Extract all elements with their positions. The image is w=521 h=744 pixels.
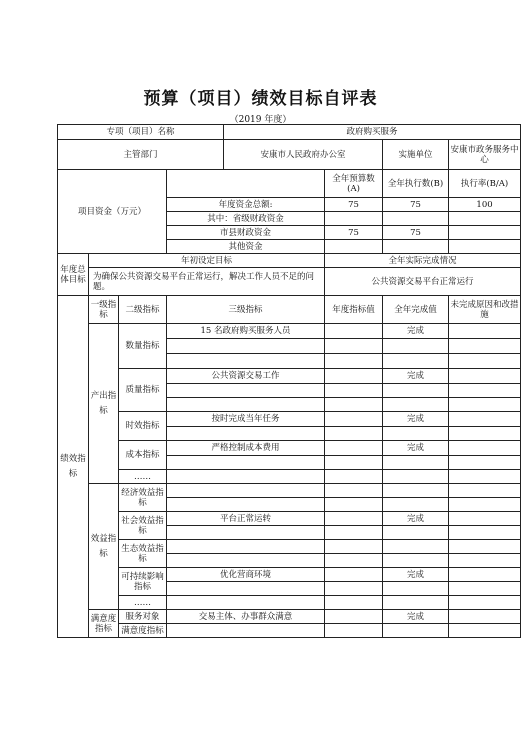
dept-label: 主管部门: [58, 140, 224, 170]
funds-row-name: 市县财政资金: [167, 226, 325, 240]
funds-row-rate: [449, 212, 521, 226]
quality-indicator: 质量指标: [119, 369, 167, 412]
reason-header: 未完成原因和改措施: [449, 296, 521, 324]
perf-indicator-label: 绩效指标: [58, 296, 89, 638]
indicator-done: 完成: [383, 369, 449, 384]
output-indicator-label: 产出指标: [89, 324, 119, 484]
indicator-item: 优化营商环境: [167, 568, 325, 582]
time-indicator: 时效指标: [119, 412, 167, 441]
service-object: 服务对象: [119, 610, 167, 624]
benefit-more: ……: [119, 596, 167, 610]
social-indicator: 社会效益指标: [119, 512, 167, 540]
level3-header: 三级指标: [167, 296, 325, 324]
output-more: ……: [119, 470, 167, 484]
funds-row-exec: 75: [383, 198, 449, 212]
project-name-value: 政府购买服务: [224, 125, 521, 140]
indicator-item: 按时完成当年任务: [167, 412, 325, 427]
annual-goal-target: 为确保公共资源交易平台正常运行，解决工作人员不足的问题。: [89, 268, 325, 296]
indicator-done: 完成: [383, 441, 449, 456]
ecological-indicator: 生态效益指标: [119, 540, 167, 568]
cost-indicator: 成本指标: [119, 441, 167, 470]
target-col-header: 年初设定目标: [89, 254, 325, 268]
page-title: 预算（项目）绩效目标自评表: [143, 89, 378, 109]
funds-row-exec: [383, 240, 449, 254]
indicator-done: 完成: [383, 324, 449, 339]
self-evaluation-table: [57, 124, 521, 638]
satisfaction-indicator-label: 满意度指标: [89, 610, 119, 638]
funds-row-exec: 75: [383, 226, 449, 240]
indicator-done: 完成: [383, 610, 449, 624]
sustain-indicator: 可持续影响指标: [119, 568, 167, 596]
benefit-indicator-label: 效益指标: [89, 484, 119, 610]
indicator-item: 交易主体、办事群众满意: [167, 610, 325, 624]
completed-value-header: 全年完成值: [383, 296, 449, 324]
funds-row-budget: 75: [325, 198, 383, 212]
satisfaction-sub: 满意度指标: [119, 624, 167, 638]
funds-row-rate: 100: [449, 198, 521, 212]
level1-header: 一级指标: [89, 296, 119, 324]
indicator-item: 平台正常运转: [167, 512, 325, 526]
rate-col-header: 执行率(B/A): [449, 170, 521, 198]
actual-col-header: 全年实际完成情况: [325, 254, 521, 268]
funds-row-budget: [325, 240, 383, 254]
economic-indicator: 经济效益指标: [119, 484, 167, 512]
annual-goal-actual: 公共资源交易平台正常运行: [325, 268, 521, 296]
annual-goal-label: 年度总体目标: [58, 254, 89, 296]
funds-row-name: 年度资金总额:: [167, 198, 325, 212]
funds-label: 项目资金（万元）: [58, 170, 167, 254]
indicator-done: 完成: [383, 568, 449, 582]
funds-row-name: 其他资金: [167, 240, 325, 254]
indicator-done: 完成: [383, 412, 449, 427]
indicator-done: 完成: [383, 512, 449, 526]
budget-col-header: 全年预算数(A): [325, 170, 383, 198]
funds-row-rate: [449, 240, 521, 254]
quantity-indicator: 数量指标: [119, 324, 167, 369]
impl-unit-label: 实施单位: [383, 140, 449, 170]
report-year: （2019 年度）: [229, 115, 292, 125]
funds-row-budget: 75: [325, 226, 383, 240]
dept-value: 安康市人民政府办公室: [224, 140, 383, 170]
funds-row-exec: [383, 212, 449, 226]
project-name-label: 专项（项目）名称: [58, 125, 224, 140]
indicator-item: 15 名政府购买服务人员: [167, 324, 325, 339]
indicator-item: 严格控制成本费用: [167, 441, 325, 456]
impl-unit-value: 安康市政务服务中心: [449, 140, 521, 170]
funds-row-rate: [449, 226, 521, 240]
indicator-item: 公共资源交易工作: [167, 369, 325, 384]
funds-row-name: 其中：省级财政资金: [167, 212, 325, 226]
annual-value-header: 年度指标值: [325, 296, 383, 324]
exec-col-header: 全年执行数(B): [383, 170, 449, 198]
level2-header: 二级指标: [119, 296, 167, 324]
funds-row-budget: [325, 212, 383, 226]
